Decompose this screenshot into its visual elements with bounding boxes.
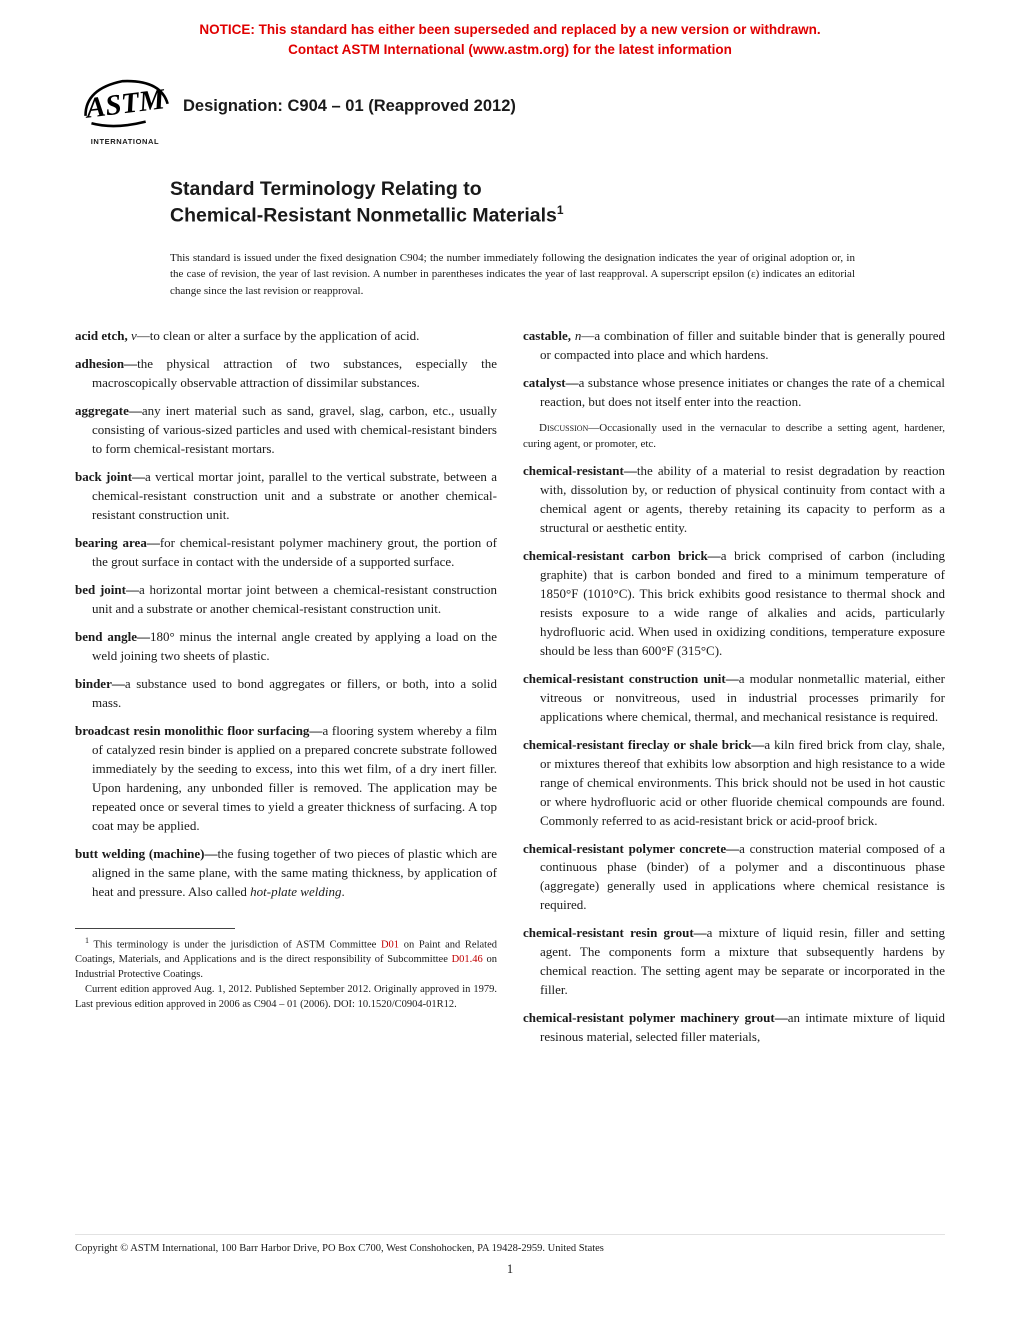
discussion-note: Discussion—Occasionally used in the vernacular to describe a setting agent, hardener, curing agent, or promoter, etc. — [523, 422, 945, 451]
definition-text: catalyst—a substance whose presence initiates or changes the rate of a chemical reaction, but does not itself enter into the reaction. — [523, 375, 945, 410]
definition-term: broadcast resin monolithic floor surfacing— — [75, 722, 323, 738]
definition-term: chemical-resistant polymer concrete— — [523, 840, 740, 856]
definition-text: chemical-resistant resin grout—a mixture of liquid resin, filler and setting agent. The components form a mixture that subsequently hardens by chemical reaction. The setting agent may be separate or incorporated in the filler. — [523, 925, 945, 998]
subcommittee-link[interactable]: D01.46 — [451, 953, 483, 965]
definition-term: chemical-resistant polymer machinery grout— — [523, 1010, 788, 1026]
standard-issuance-paragraph: This standard is issued under the fixed designation C904; the number immediately following the designation indicates the year of original adoption or, in the case of revision, the year of last revision. A number in parentheses indicates the year of last reapproval. A superscript epsilon (ε) indicates an editorial change since the last revision or reapproval. — [170, 251, 855, 297]
definition-text: bed joint—a horizontal mortar joint between a chemical-resistant construction unit and a substrate or another chemical-resistant construction unit. — [75, 581, 497, 616]
definition-term: chemical-resistant carbon brick— — [523, 547, 721, 563]
document-header — [75, 75, 945, 146]
definition-text: castable, n—a combination of filler and suitable binder that is generally poured or compacted into place and which hardens. — [523, 328, 945, 363]
footnote-text: on Paint and Related Coatings, Materials, and Applications and is the direct responsibility of Subcommittee — [75, 939, 497, 965]
notice-line-1: NOTICE: This standard has either been superseded and replaced by a new version or withdrawn. — [199, 22, 821, 37]
footnote-marker: 1 — [85, 935, 89, 945]
definition-entry — [75, 534, 497, 572]
definition-entry — [75, 722, 497, 836]
logo-subtext: INTERNATIONAL — [90, 136, 160, 146]
definition-term: aggregate— — [75, 403, 142, 419]
title-line-1: Standard Terminology Relating to — [170, 177, 482, 200]
definition-term: butt welding (machine)— — [75, 845, 218, 861]
definition-text: acid etch, v—to clean or alter a surface by the application of acid. — [75, 328, 420, 344]
title-footnote-ref: 1 — [556, 203, 564, 218]
definition-text: adhesion—the physical attraction of two substances, especially the macroscopically observable attraction of dissimilar substances. — [75, 356, 497, 391]
document-title — [170, 176, 945, 230]
title-line-2: Chemical-Resistant Nonmetallic Materials — [170, 204, 557, 227]
astm-logo — [75, 75, 175, 146]
definition-term: binder— — [75, 675, 125, 691]
right-column — [523, 327, 945, 1056]
definition-term: adhesion— — [75, 356, 138, 372]
definition-entry — [75, 845, 497, 902]
footnote-text: This terminology is under the jurisdiction of ASTM Committee — [89, 939, 381, 950]
definition-text: back joint—a vertical mortar joint, parallel to the vertical substrate, between a chemical-resistant construction unit and a substrate or another chemical-resistant construction unit. — [75, 469, 497, 523]
definition-entry — [523, 840, 945, 916]
footnote — [75, 928, 497, 1013]
footnote-text: on Industrial Protective Coatings. — [75, 953, 497, 980]
definition-term: back joint— — [75, 469, 146, 485]
definition-entry — [75, 355, 497, 393]
definition-term: castable, — [523, 328, 572, 344]
definition-text: chemical-resistant fireclay or shale brick—a kiln fired brick from clay, shale, or mixtures thereof that exhibits low absorption and high resistance to a wide range of chemical environments. This brick should not be used in hot caustic or where hydrofluoric acid or other fluoride chemical compounds are found. Commonly referred to as acid-resistant brick or acid-proof brick. — [523, 736, 945, 828]
definition-term: chemical-resistant resin grout— — [523, 925, 707, 941]
definition-entry — [75, 628, 497, 666]
definition-entry — [523, 1009, 945, 1047]
left-column — [75, 327, 497, 1056]
page-number: 1 — [506, 1262, 514, 1276]
definition-text: aggregate—any inert material such as sand, gravel, slag, carbon, etc., usually consisting of various-sized particles and used with chemical-resistant binders to form chemical-resistant mortars. — [75, 403, 497, 457]
definition-entry — [75, 402, 497, 459]
definition-term: bearing area— — [75, 535, 160, 551]
definition-text: chemical-resistant carbon brick—a brick comprised of carbon (including graphite) that is carbon bonded and fired to a minimum temperature of 1850°F (1010°C). This brick exhibits good resistance to thermal shock and resists exposure to a wide range of alkalies and acids, particularly hydrofluoric acid. When used in oxidizing conditions, temperature exposure should be less than 600°F (315°C). — [523, 547, 945, 658]
definition-entry — [75, 581, 497, 619]
definition-entry — [75, 675, 497, 713]
definition-entry — [523, 736, 945, 831]
definition-term: chemical-resistant— — [523, 463, 637, 479]
definition-entry — [523, 327, 945, 365]
definition-text: chemical-resistant—the ability of a material to resist degradation by reaction with, dissolution by, or reduction of physical continuity from contact with a chemical agent or agents, thereby retaining its capacity to perform as a structural or aesthetic entity. — [523, 463, 945, 535]
definition-columns — [75, 327, 945, 1056]
astm-logo-mark — [77, 75, 173, 131]
definition-text: bend angle—180° minus the internal angle created by applying a load on the weld joining two sheets of plastic. — [75, 628, 497, 663]
definition-term: bend angle— — [75, 628, 150, 644]
definition-text: bearing area—for chemical-resistant polymer machinery grout, the portion of the grout surface in contact with the underside of a supported surface. — [75, 535, 497, 569]
definition-entry — [75, 327, 497, 346]
definition-text: butt welding (machine)—the fusing together of two pieces of plastic which are aligned in the same plane, with the same mating thickness, by application of heat and pressure. Also called hot-plate welding. — [75, 845, 497, 899]
definition-text: chemical-resistant polymer concrete—a construction material composed of a continuous phase (binder) of a polymer and a discontinuous phase (aggregate) generally used in applications where chemical resistance is required. — [523, 840, 945, 913]
definition-term: acid etch, — [75, 328, 128, 344]
definition-term: chemical-resistant construction unit— — [523, 670, 739, 686]
definition-text: chemical-resistant polymer machinery grout—an intimate mixture of liquid resinous material, selected filler materials, — [523, 1010, 945, 1045]
definition-term: catalyst— — [523, 375, 579, 391]
right-column-entries — [523, 327, 945, 1047]
definition-entry — [523, 462, 945, 538]
definition-text: binder—a substance used to bond aggregates or fillers, or both, into a solid mass. — [75, 675, 497, 710]
copyright-footer: Copyright © ASTM International, 100 Barr Harbor Drive, PO Box C700, West Conshohocken, PA 19428-2959. United States — [75, 1234, 945, 1254]
left-column-entries — [75, 327, 497, 901]
definition-entry — [523, 374, 945, 453]
notice-line-2: Contact ASTM International (www.astm.org) for the latest information — [288, 42, 732, 58]
footnote-paragraph-2: Current edition approved Aug. 1, 2012. Published September 2012. Originally approved in 1979. Last previous edition approved in 2006 as C904 – 01 (2006). DOI: 10.1520/C0904-01R12. — [75, 983, 497, 1010]
definition-text: chemical-resistant construction unit—a modular nonmetallic material, either vitreous or nonvitreous, used in industrial processes primarily for applications where chemical, thermal, and mechanical resistance is required. — [523, 670, 945, 724]
footnote-rule — [75, 928, 235, 929]
definition-entry — [523, 670, 945, 727]
definition-text: broadcast resin monolithic floor surfacing—a flooring system whereby a film of catalyzed resin binder is applied on a prepared concrete substrate followed immediately by the seeding to excess, into this wet film, of a dry inert filler. Upon hardening, any unbonded filler is removed. The application may be repeated once or several times to yield a greater thickness of surfacing. A top coat may be applied. — [75, 722, 497, 833]
definition-entry — [523, 924, 945, 1000]
definition-term: chemical-resistant fireclay or shale brick— — [523, 736, 765, 752]
supersession-notice — [0, 20, 1020, 61]
definition-entry — [75, 468, 497, 525]
definition-entry — [523, 547, 945, 661]
committee-link[interactable]: D01 — [380, 939, 400, 950]
designation: Designation: C904 – 01 (Reapproved 2012) — [183, 96, 516, 115]
footnote-paragraph-1 — [75, 935, 497, 983]
logo-text: ASTM — [84, 82, 167, 125]
definition-term: bed joint— — [75, 581, 139, 597]
